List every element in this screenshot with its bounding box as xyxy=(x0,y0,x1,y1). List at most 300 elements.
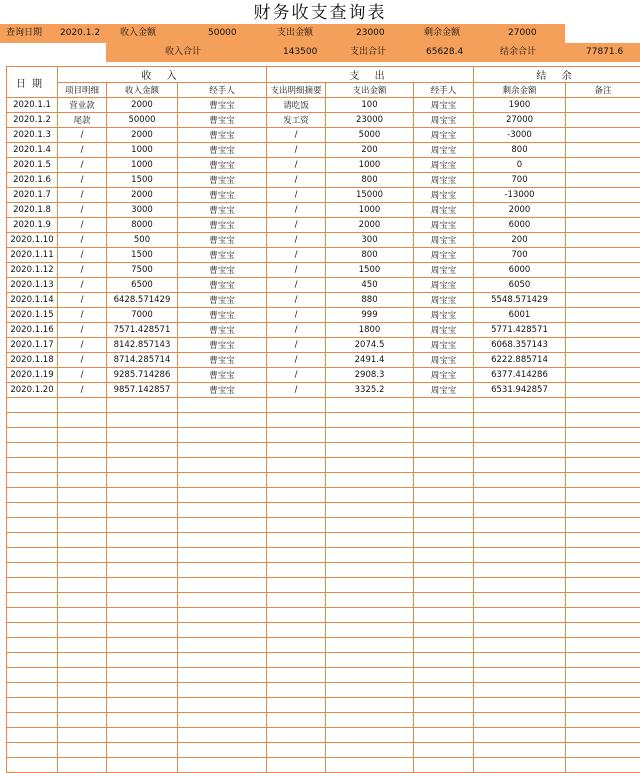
table-cell[interactable] xyxy=(7,623,58,638)
table-cell[interactable]: / xyxy=(267,263,326,278)
table-cell[interactable] xyxy=(178,713,267,728)
table-cell[interactable] xyxy=(267,473,326,488)
table-cell[interactable]: 5771.428571 xyxy=(474,323,566,338)
table-cell[interactable] xyxy=(474,563,566,578)
table-cell[interactable] xyxy=(267,683,326,698)
table-cell[interactable]: 6428.571429 xyxy=(107,293,178,308)
table-cell[interactable] xyxy=(566,488,640,503)
table-cell[interactable]: / xyxy=(267,143,326,158)
table-cell[interactable] xyxy=(326,698,414,713)
table-cell[interactable]: 2074.5 xyxy=(326,338,414,353)
table-cell[interactable] xyxy=(326,578,414,593)
table-cell[interactable] xyxy=(178,443,267,458)
table-cell[interactable]: / xyxy=(58,293,107,308)
table-cell[interactable]: 2020.1.12 xyxy=(7,263,58,278)
table-cell[interactable] xyxy=(107,533,178,548)
table-cell[interactable] xyxy=(267,503,326,518)
table-cell[interactable] xyxy=(326,668,414,683)
table-cell[interactable]: 周宝宝 xyxy=(414,293,474,308)
table-cell[interactable]: 100 xyxy=(326,98,414,113)
table-cell[interactable]: 3325.2 xyxy=(326,383,414,398)
table-cell[interactable] xyxy=(7,728,58,743)
table-cell[interactable]: 300 xyxy=(326,233,414,248)
table-cell[interactable]: 周宝宝 xyxy=(414,338,474,353)
table-cell[interactable] xyxy=(267,638,326,653)
table-cell[interactable] xyxy=(566,188,640,203)
table-cell[interactable] xyxy=(566,458,640,473)
table-cell[interactable] xyxy=(107,638,178,653)
table-cell[interactable]: / xyxy=(58,158,107,173)
table-cell[interactable]: 曹宝宝 xyxy=(178,263,267,278)
table-cell[interactable] xyxy=(58,503,107,518)
table-cell[interactable]: 2020.1.15 xyxy=(7,308,58,323)
table-cell[interactable]: 6000 xyxy=(474,263,566,278)
table-cell[interactable]: 9857.142857 xyxy=(107,383,178,398)
table-cell[interactable]: / xyxy=(58,203,107,218)
table-cell[interactable] xyxy=(58,698,107,713)
table-cell[interactable]: / xyxy=(267,293,326,308)
table-cell[interactable] xyxy=(107,413,178,428)
table-cell[interactable] xyxy=(178,578,267,593)
table-cell[interactable] xyxy=(414,413,474,428)
table-cell[interactable]: 周宝宝 xyxy=(414,143,474,158)
table-cell[interactable] xyxy=(267,608,326,623)
table-cell[interactable] xyxy=(267,443,326,458)
table-cell[interactable]: / xyxy=(267,368,326,383)
table-cell[interactable] xyxy=(566,413,640,428)
table-cell[interactable]: 1900 xyxy=(474,98,566,113)
table-cell[interactable]: 曹宝宝 xyxy=(178,113,267,128)
table-cell[interactable]: 2020.1.18 xyxy=(7,353,58,368)
table-cell[interactable]: 周宝宝 xyxy=(414,353,474,368)
table-cell[interactable]: 2000 xyxy=(107,128,178,143)
table-cell[interactable] xyxy=(58,608,107,623)
table-cell[interactable] xyxy=(414,638,474,653)
table-cell[interactable]: / xyxy=(58,128,107,143)
table-cell[interactable]: 5548.571429 xyxy=(474,293,566,308)
table-cell[interactable] xyxy=(326,593,414,608)
table-cell[interactable]: 880 xyxy=(326,293,414,308)
table-cell[interactable] xyxy=(58,593,107,608)
table-cell[interactable] xyxy=(58,428,107,443)
table-cell[interactable] xyxy=(107,518,178,533)
table-cell[interactable] xyxy=(267,458,326,473)
table-cell[interactable] xyxy=(58,683,107,698)
table-cell[interactable] xyxy=(7,698,58,713)
table-cell[interactable]: 15000 xyxy=(326,188,414,203)
table-cell[interactable] xyxy=(566,368,640,383)
table-cell[interactable] xyxy=(58,713,107,728)
table-cell[interactable] xyxy=(7,743,58,758)
table-cell[interactable] xyxy=(414,563,474,578)
table-cell[interactable] xyxy=(7,548,58,563)
table-cell[interactable]: / xyxy=(267,188,326,203)
table-cell[interactable] xyxy=(58,473,107,488)
table-cell[interactable] xyxy=(58,458,107,473)
table-cell[interactable]: 2000 xyxy=(107,98,178,113)
table-cell[interactable]: 曹宝宝 xyxy=(178,248,267,263)
table-cell[interactable] xyxy=(414,578,474,593)
table-cell[interactable]: 曹宝宝 xyxy=(178,128,267,143)
table-cell[interactable] xyxy=(326,623,414,638)
table-cell[interactable]: / xyxy=(58,143,107,158)
table-cell[interactable]: / xyxy=(267,203,326,218)
table-cell[interactable]: 2020.1.10 xyxy=(7,233,58,248)
table-cell[interactable] xyxy=(566,608,640,623)
table-cell[interactable]: 2491.4 xyxy=(326,353,414,368)
table-cell[interactable] xyxy=(566,638,640,653)
table-cell[interactable] xyxy=(178,413,267,428)
table-cell[interactable]: 6222.885714 xyxy=(474,353,566,368)
table-cell[interactable] xyxy=(178,428,267,443)
table-cell[interactable]: / xyxy=(267,233,326,248)
table-cell[interactable]: 周宝宝 xyxy=(414,248,474,263)
table-cell[interactable] xyxy=(566,518,640,533)
table-cell[interactable] xyxy=(7,428,58,443)
table-cell[interactable] xyxy=(107,398,178,413)
table-cell[interactable]: 周宝宝 xyxy=(414,263,474,278)
table-cell[interactable]: 800 xyxy=(326,173,414,188)
table-cell[interactable] xyxy=(474,428,566,443)
table-cell[interactable] xyxy=(566,173,640,188)
table-cell[interactable] xyxy=(566,728,640,743)
table-cell[interactable] xyxy=(566,248,640,263)
table-cell[interactable] xyxy=(326,503,414,518)
table-cell[interactable]: 200 xyxy=(474,233,566,248)
table-cell[interactable] xyxy=(474,713,566,728)
table-cell[interactable]: 1000 xyxy=(326,158,414,173)
table-cell[interactable] xyxy=(178,668,267,683)
table-cell[interactable]: 7500 xyxy=(107,263,178,278)
table-cell[interactable] xyxy=(326,608,414,623)
table-cell[interactable]: / xyxy=(267,128,326,143)
table-cell[interactable]: 2020.1.6 xyxy=(7,173,58,188)
table-cell[interactable] xyxy=(58,443,107,458)
table-cell[interactable] xyxy=(7,533,58,548)
table-cell[interactable] xyxy=(58,578,107,593)
table-cell[interactable]: 6068.357143 xyxy=(474,338,566,353)
table-cell[interactable] xyxy=(7,413,58,428)
table-cell[interactable]: 曹宝宝 xyxy=(178,173,267,188)
table-cell[interactable] xyxy=(7,593,58,608)
table-cell[interactable] xyxy=(107,683,178,698)
table-cell[interactable] xyxy=(566,428,640,443)
table-cell[interactable]: 2020.1.16 xyxy=(7,323,58,338)
table-cell[interactable] xyxy=(566,758,640,773)
table-cell[interactable]: 曹宝宝 xyxy=(178,203,267,218)
table-cell[interactable]: 2020.1.17 xyxy=(7,338,58,353)
table-cell[interactable]: 周宝宝 xyxy=(414,278,474,293)
table-cell[interactable] xyxy=(474,533,566,548)
table-cell[interactable] xyxy=(58,398,107,413)
table-cell[interactable] xyxy=(267,713,326,728)
table-cell[interactable] xyxy=(326,398,414,413)
table-cell[interactable] xyxy=(107,668,178,683)
table-cell[interactable] xyxy=(267,533,326,548)
table-cell[interactable] xyxy=(326,683,414,698)
table-cell[interactable]: / xyxy=(267,353,326,368)
table-cell[interactable]: / xyxy=(58,308,107,323)
table-cell[interactable] xyxy=(178,488,267,503)
table-cell[interactable] xyxy=(58,728,107,743)
table-cell[interactable]: 450 xyxy=(326,278,414,293)
table-cell[interactable] xyxy=(326,443,414,458)
table-cell[interactable] xyxy=(326,713,414,728)
table-cell[interactable] xyxy=(566,98,640,113)
table-cell[interactable] xyxy=(474,608,566,623)
table-cell[interactable] xyxy=(566,548,640,563)
table-cell[interactable] xyxy=(267,398,326,413)
table-cell[interactable] xyxy=(267,563,326,578)
table-cell[interactable] xyxy=(107,623,178,638)
table-cell[interactable] xyxy=(178,518,267,533)
table-cell[interactable]: 曹宝宝 xyxy=(178,308,267,323)
table-cell[interactable] xyxy=(474,578,566,593)
table-cell[interactable]: 9285.714286 xyxy=(107,368,178,383)
table-cell[interactable]: 6500 xyxy=(107,278,178,293)
table-cell[interactable] xyxy=(178,698,267,713)
table-cell[interactable] xyxy=(326,653,414,668)
table-cell[interactable] xyxy=(326,458,414,473)
table-cell[interactable]: 6050 xyxy=(474,278,566,293)
table-cell[interactable] xyxy=(566,563,640,578)
table-cell[interactable]: 曹宝宝 xyxy=(178,383,267,398)
table-cell[interactable]: 999 xyxy=(326,308,414,323)
table-cell[interactable] xyxy=(566,353,640,368)
table-cell[interactable]: 周宝宝 xyxy=(414,323,474,338)
table-cell[interactable] xyxy=(414,533,474,548)
table-cell[interactable]: 2020.1.9 xyxy=(7,218,58,233)
table-cell[interactable] xyxy=(7,758,58,773)
table-cell[interactable] xyxy=(326,473,414,488)
table-cell[interactable]: 周宝宝 xyxy=(414,308,474,323)
table-cell[interactable] xyxy=(107,578,178,593)
table-cell[interactable]: / xyxy=(267,338,326,353)
table-cell[interactable] xyxy=(566,698,640,713)
table-cell[interactable] xyxy=(566,233,640,248)
table-cell[interactable]: 请吃饭 xyxy=(267,98,326,113)
table-cell[interactable]: 50000 xyxy=(107,113,178,128)
table-cell[interactable] xyxy=(178,728,267,743)
table-cell[interactable] xyxy=(58,488,107,503)
table-cell[interactable] xyxy=(566,338,640,353)
table-cell[interactable] xyxy=(107,428,178,443)
table-cell[interactable] xyxy=(326,533,414,548)
table-cell[interactable]: 2020.1.11 xyxy=(7,248,58,263)
table-cell[interactable]: 周宝宝 xyxy=(414,188,474,203)
table-cell[interactable] xyxy=(414,668,474,683)
table-cell[interactable] xyxy=(107,563,178,578)
table-cell[interactable]: 8142.857143 xyxy=(107,338,178,353)
table-cell[interactable] xyxy=(58,623,107,638)
table-cell[interactable] xyxy=(178,563,267,578)
table-cell[interactable] xyxy=(107,443,178,458)
table-cell[interactable] xyxy=(414,623,474,638)
table-cell[interactable] xyxy=(566,398,640,413)
table-cell[interactable]: / xyxy=(58,338,107,353)
table-cell[interactable] xyxy=(7,683,58,698)
table-cell[interactable]: / xyxy=(58,233,107,248)
table-cell[interactable]: 曹宝宝 xyxy=(178,323,267,338)
table-cell[interactable]: / xyxy=(267,173,326,188)
table-cell[interactable]: 7000 xyxy=(107,308,178,323)
table-cell[interactable]: 6377.414286 xyxy=(474,368,566,383)
table-cell[interactable] xyxy=(566,293,640,308)
table-cell[interactable]: / xyxy=(58,218,107,233)
table-cell[interactable] xyxy=(566,263,640,278)
table-cell[interactable] xyxy=(178,398,267,413)
table-cell[interactable] xyxy=(178,458,267,473)
table-cell[interactable] xyxy=(107,548,178,563)
table-cell[interactable] xyxy=(107,593,178,608)
table-cell[interactable]: 2020.1.2 xyxy=(7,113,58,128)
table-cell[interactable] xyxy=(414,473,474,488)
table-cell[interactable] xyxy=(58,758,107,773)
table-cell[interactable] xyxy=(178,608,267,623)
table-cell[interactable]: 2908.3 xyxy=(326,368,414,383)
table-cell[interactable]: 2020.1.8 xyxy=(7,203,58,218)
query-date-value[interactable]: 2020.1.2 xyxy=(60,24,100,43)
table-cell[interactable]: 1500 xyxy=(107,248,178,263)
table-cell[interactable] xyxy=(474,698,566,713)
table-cell[interactable] xyxy=(326,728,414,743)
table-cell[interactable] xyxy=(58,548,107,563)
table-cell[interactable] xyxy=(267,488,326,503)
table-cell[interactable]: 曹宝宝 xyxy=(178,188,267,203)
table-cell[interactable] xyxy=(7,458,58,473)
table-cell[interactable]: / xyxy=(267,248,326,263)
table-cell[interactable] xyxy=(267,413,326,428)
table-cell[interactable]: 8714.285714 xyxy=(107,353,178,368)
table-cell[interactable]: 曹宝宝 xyxy=(178,143,267,158)
table-cell[interactable]: 2020.1.3 xyxy=(7,128,58,143)
table-cell[interactable] xyxy=(178,503,267,518)
table-cell[interactable]: 1000 xyxy=(326,203,414,218)
table-cell[interactable] xyxy=(414,743,474,758)
table-cell[interactable] xyxy=(107,653,178,668)
table-cell[interactable] xyxy=(7,473,58,488)
table-cell[interactable] xyxy=(178,683,267,698)
table-cell[interactable] xyxy=(107,458,178,473)
table-cell[interactable] xyxy=(58,743,107,758)
table-cell[interactable]: 7571.428571 xyxy=(107,323,178,338)
table-cell[interactable]: 6531.942857 xyxy=(474,383,566,398)
table-cell[interactable]: 6001 xyxy=(474,308,566,323)
table-cell[interactable]: 800 xyxy=(326,248,414,263)
table-cell[interactable] xyxy=(326,428,414,443)
table-cell[interactable] xyxy=(7,443,58,458)
table-cell[interactable] xyxy=(566,593,640,608)
table-cell[interactable] xyxy=(566,278,640,293)
table-cell[interactable] xyxy=(58,533,107,548)
table-cell[interactable] xyxy=(178,533,267,548)
table-cell[interactable] xyxy=(474,593,566,608)
table-cell[interactable] xyxy=(566,128,640,143)
table-cell[interactable]: 曹宝宝 xyxy=(178,278,267,293)
table-cell[interactable]: 曹宝宝 xyxy=(178,338,267,353)
table-cell[interactable] xyxy=(326,743,414,758)
table-cell[interactable] xyxy=(267,623,326,638)
table-cell[interactable] xyxy=(58,518,107,533)
table-cell[interactable]: 1000 xyxy=(107,143,178,158)
table-cell[interactable]: / xyxy=(267,218,326,233)
table-cell[interactable]: 8000 xyxy=(107,218,178,233)
table-cell[interactable]: 800 xyxy=(474,143,566,158)
table-cell[interactable] xyxy=(107,608,178,623)
table-cell[interactable] xyxy=(7,608,58,623)
table-cell[interactable]: 0 xyxy=(474,158,566,173)
table-cell[interactable] xyxy=(7,713,58,728)
table-cell[interactable] xyxy=(414,593,474,608)
table-cell[interactable] xyxy=(267,578,326,593)
table-cell[interactable] xyxy=(58,638,107,653)
table-cell[interactable] xyxy=(178,743,267,758)
table-cell[interactable] xyxy=(566,668,640,683)
table-cell[interactable]: 曹宝宝 xyxy=(178,158,267,173)
table-cell[interactable] xyxy=(566,323,640,338)
table-cell[interactable] xyxy=(414,548,474,563)
table-cell[interactable]: / xyxy=(267,158,326,173)
table-cell[interactable] xyxy=(566,533,640,548)
table-cell[interactable] xyxy=(178,758,267,773)
table-cell[interactable] xyxy=(107,473,178,488)
table-cell[interactable] xyxy=(326,518,414,533)
table-cell[interactable]: / xyxy=(58,173,107,188)
table-cell[interactable] xyxy=(566,203,640,218)
table-cell[interactable] xyxy=(414,713,474,728)
table-cell[interactable] xyxy=(414,488,474,503)
table-cell[interactable]: 23000 xyxy=(326,113,414,128)
table-cell[interactable]: 2020.1.19 xyxy=(7,368,58,383)
table-cell[interactable] xyxy=(7,398,58,413)
table-cell[interactable] xyxy=(414,653,474,668)
table-cell[interactable] xyxy=(107,698,178,713)
table-cell[interactable] xyxy=(474,518,566,533)
table-cell[interactable]: 1500 xyxy=(107,173,178,188)
table-cell[interactable]: / xyxy=(58,383,107,398)
table-cell[interactable] xyxy=(58,563,107,578)
table-cell[interactable]: 曹宝宝 xyxy=(178,233,267,248)
table-cell[interactable] xyxy=(474,653,566,668)
table-cell[interactable] xyxy=(474,743,566,758)
table-cell[interactable]: 周宝宝 xyxy=(414,368,474,383)
table-cell[interactable] xyxy=(566,683,640,698)
table-cell[interactable] xyxy=(474,623,566,638)
table-cell[interactable] xyxy=(267,728,326,743)
table-cell[interactable]: 5000 xyxy=(326,128,414,143)
table-cell[interactable]: 2020.1.5 xyxy=(7,158,58,173)
table-cell[interactable] xyxy=(7,668,58,683)
table-cell[interactable]: / xyxy=(58,278,107,293)
table-cell[interactable]: 曹宝宝 xyxy=(178,368,267,383)
table-cell[interactable] xyxy=(474,548,566,563)
table-cell[interactable]: / xyxy=(267,278,326,293)
table-cell[interactable]: 周宝宝 xyxy=(414,218,474,233)
table-cell[interactable]: 500 xyxy=(107,233,178,248)
table-cell[interactable] xyxy=(107,758,178,773)
table-cell[interactable] xyxy=(326,488,414,503)
table-cell[interactable]: 2020.1.14 xyxy=(7,293,58,308)
table-cell[interactable] xyxy=(566,218,640,233)
table-cell[interactable] xyxy=(7,503,58,518)
table-cell[interactable] xyxy=(566,113,640,128)
table-cell[interactable] xyxy=(474,503,566,518)
table-cell[interactable]: 2020.1.20 xyxy=(7,383,58,398)
table-cell[interactable]: 2000 xyxy=(326,218,414,233)
table-cell[interactable] xyxy=(178,548,267,563)
table-cell[interactable] xyxy=(414,503,474,518)
table-cell[interactable] xyxy=(414,698,474,713)
